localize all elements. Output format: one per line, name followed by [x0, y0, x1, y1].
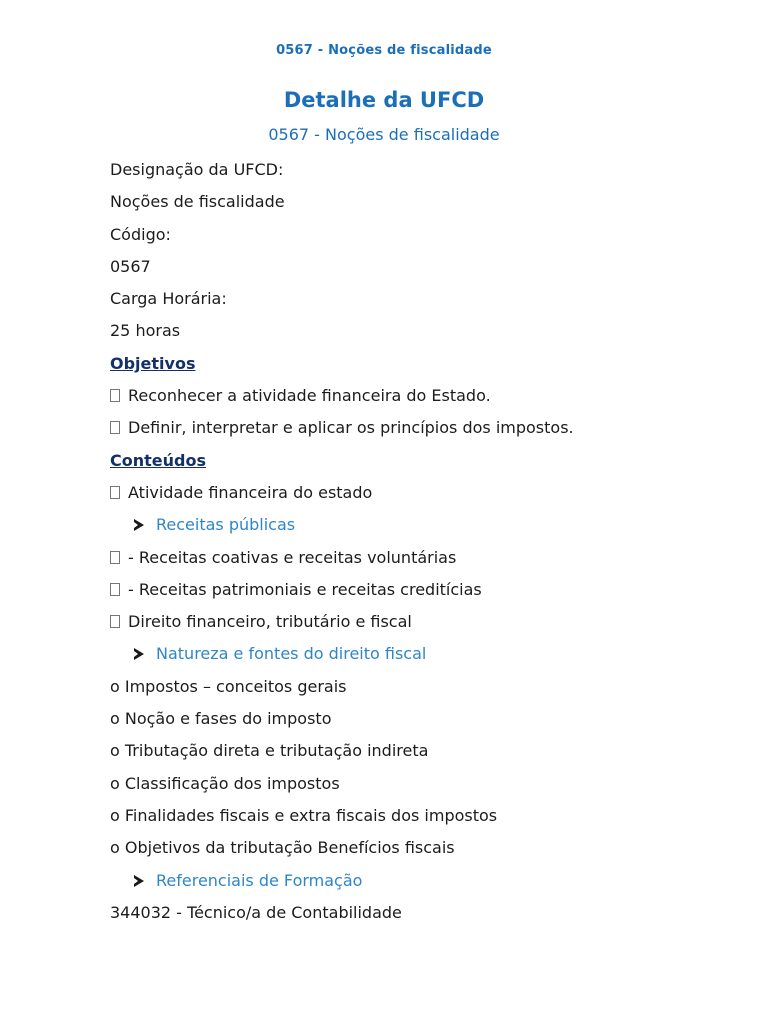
list-item: o Noção e fases do imposto	[110, 709, 332, 729]
arrow-bullet-icon	[134, 875, 144, 887]
objetivo-text: Definir, interpretar e aplicar os princípios dos impostos.	[128, 418, 574, 438]
running-header: 0567 - Noções de fiscalidade	[276, 43, 492, 58]
list-item: o Impostos – conceitos gerais	[110, 676, 347, 696]
list-item	[110, 606, 750, 638]
arrow-bullet-icon	[134, 648, 144, 660]
conteudo-text: - Receitas coativas e receitas voluntárias	[128, 547, 457, 567]
checkbox-bullet-icon	[110, 389, 120, 402]
referencial-text: 344032 - Técnico/a de Contabilidade	[110, 902, 402, 922]
list-item: o Classificação dos impostos	[110, 773, 340, 793]
checkbox-bullet-icon	[110, 486, 120, 499]
list-item	[110, 574, 750, 606]
objetivos-section	[110, 348, 750, 380]
designacao-label: Designação da UFCD:	[110, 160, 284, 179]
subheading-text: Natureza e fontes do direito fiscal	[156, 644, 427, 664]
carga-label: Carga Horária:	[110, 289, 227, 309]
conteudos-section	[110, 445, 750, 477]
subheading-text: Receitas públicas	[156, 515, 296, 535]
subheading	[110, 865, 750, 897]
page-title: Detalhe da UFCD	[283, 88, 485, 112]
list-item: o Finalidades fiscais e extra fiscais dos impostos	[110, 805, 498, 825]
objetivos-heading: Objetivos	[110, 353, 196, 373]
subheading	[110, 509, 750, 541]
conteudo-text: Direito financeiro, tributário e fiscal	[128, 612, 412, 632]
list-item	[110, 412, 750, 444]
ufcd-details	[110, 154, 750, 929]
objetivo-text: Reconhecer a atividade financeira do Estado.	[128, 386, 491, 406]
checkbox-bullet-icon	[110, 583, 120, 596]
conteudo-text: Atividade financeira do estado	[128, 482, 373, 502]
designacao-value: Noções de fiscalidade	[110, 192, 285, 212]
list-item	[110, 477, 750, 509]
arrow-bullet-icon	[134, 519, 144, 531]
checkbox-bullet-icon	[110, 551, 120, 564]
subheading	[110, 638, 750, 670]
subheading-text: Referenciais de Formação	[156, 870, 363, 890]
checkbox-bullet-icon	[110, 615, 120, 628]
carga-value: 25 horas	[110, 321, 181, 341]
codigo-label: Código:	[110, 224, 171, 244]
list-item: o Tributação direta e tributação indireta	[110, 741, 429, 761]
conteudo-text: - Receitas patrimoniais e receitas creditícias	[128, 579, 482, 599]
codigo-value: 0567	[110, 256, 151, 276]
list-item	[110, 380, 750, 412]
page-subtitle: 0567 - Noções de fiscalidade	[268, 125, 500, 144]
conteudos-heading: Conteúdos	[110, 450, 206, 470]
list-item: o Objetivos da tributação Benefícios fiscais	[110, 838, 455, 858]
checkbox-bullet-icon	[110, 421, 120, 434]
list-item	[110, 542, 750, 574]
